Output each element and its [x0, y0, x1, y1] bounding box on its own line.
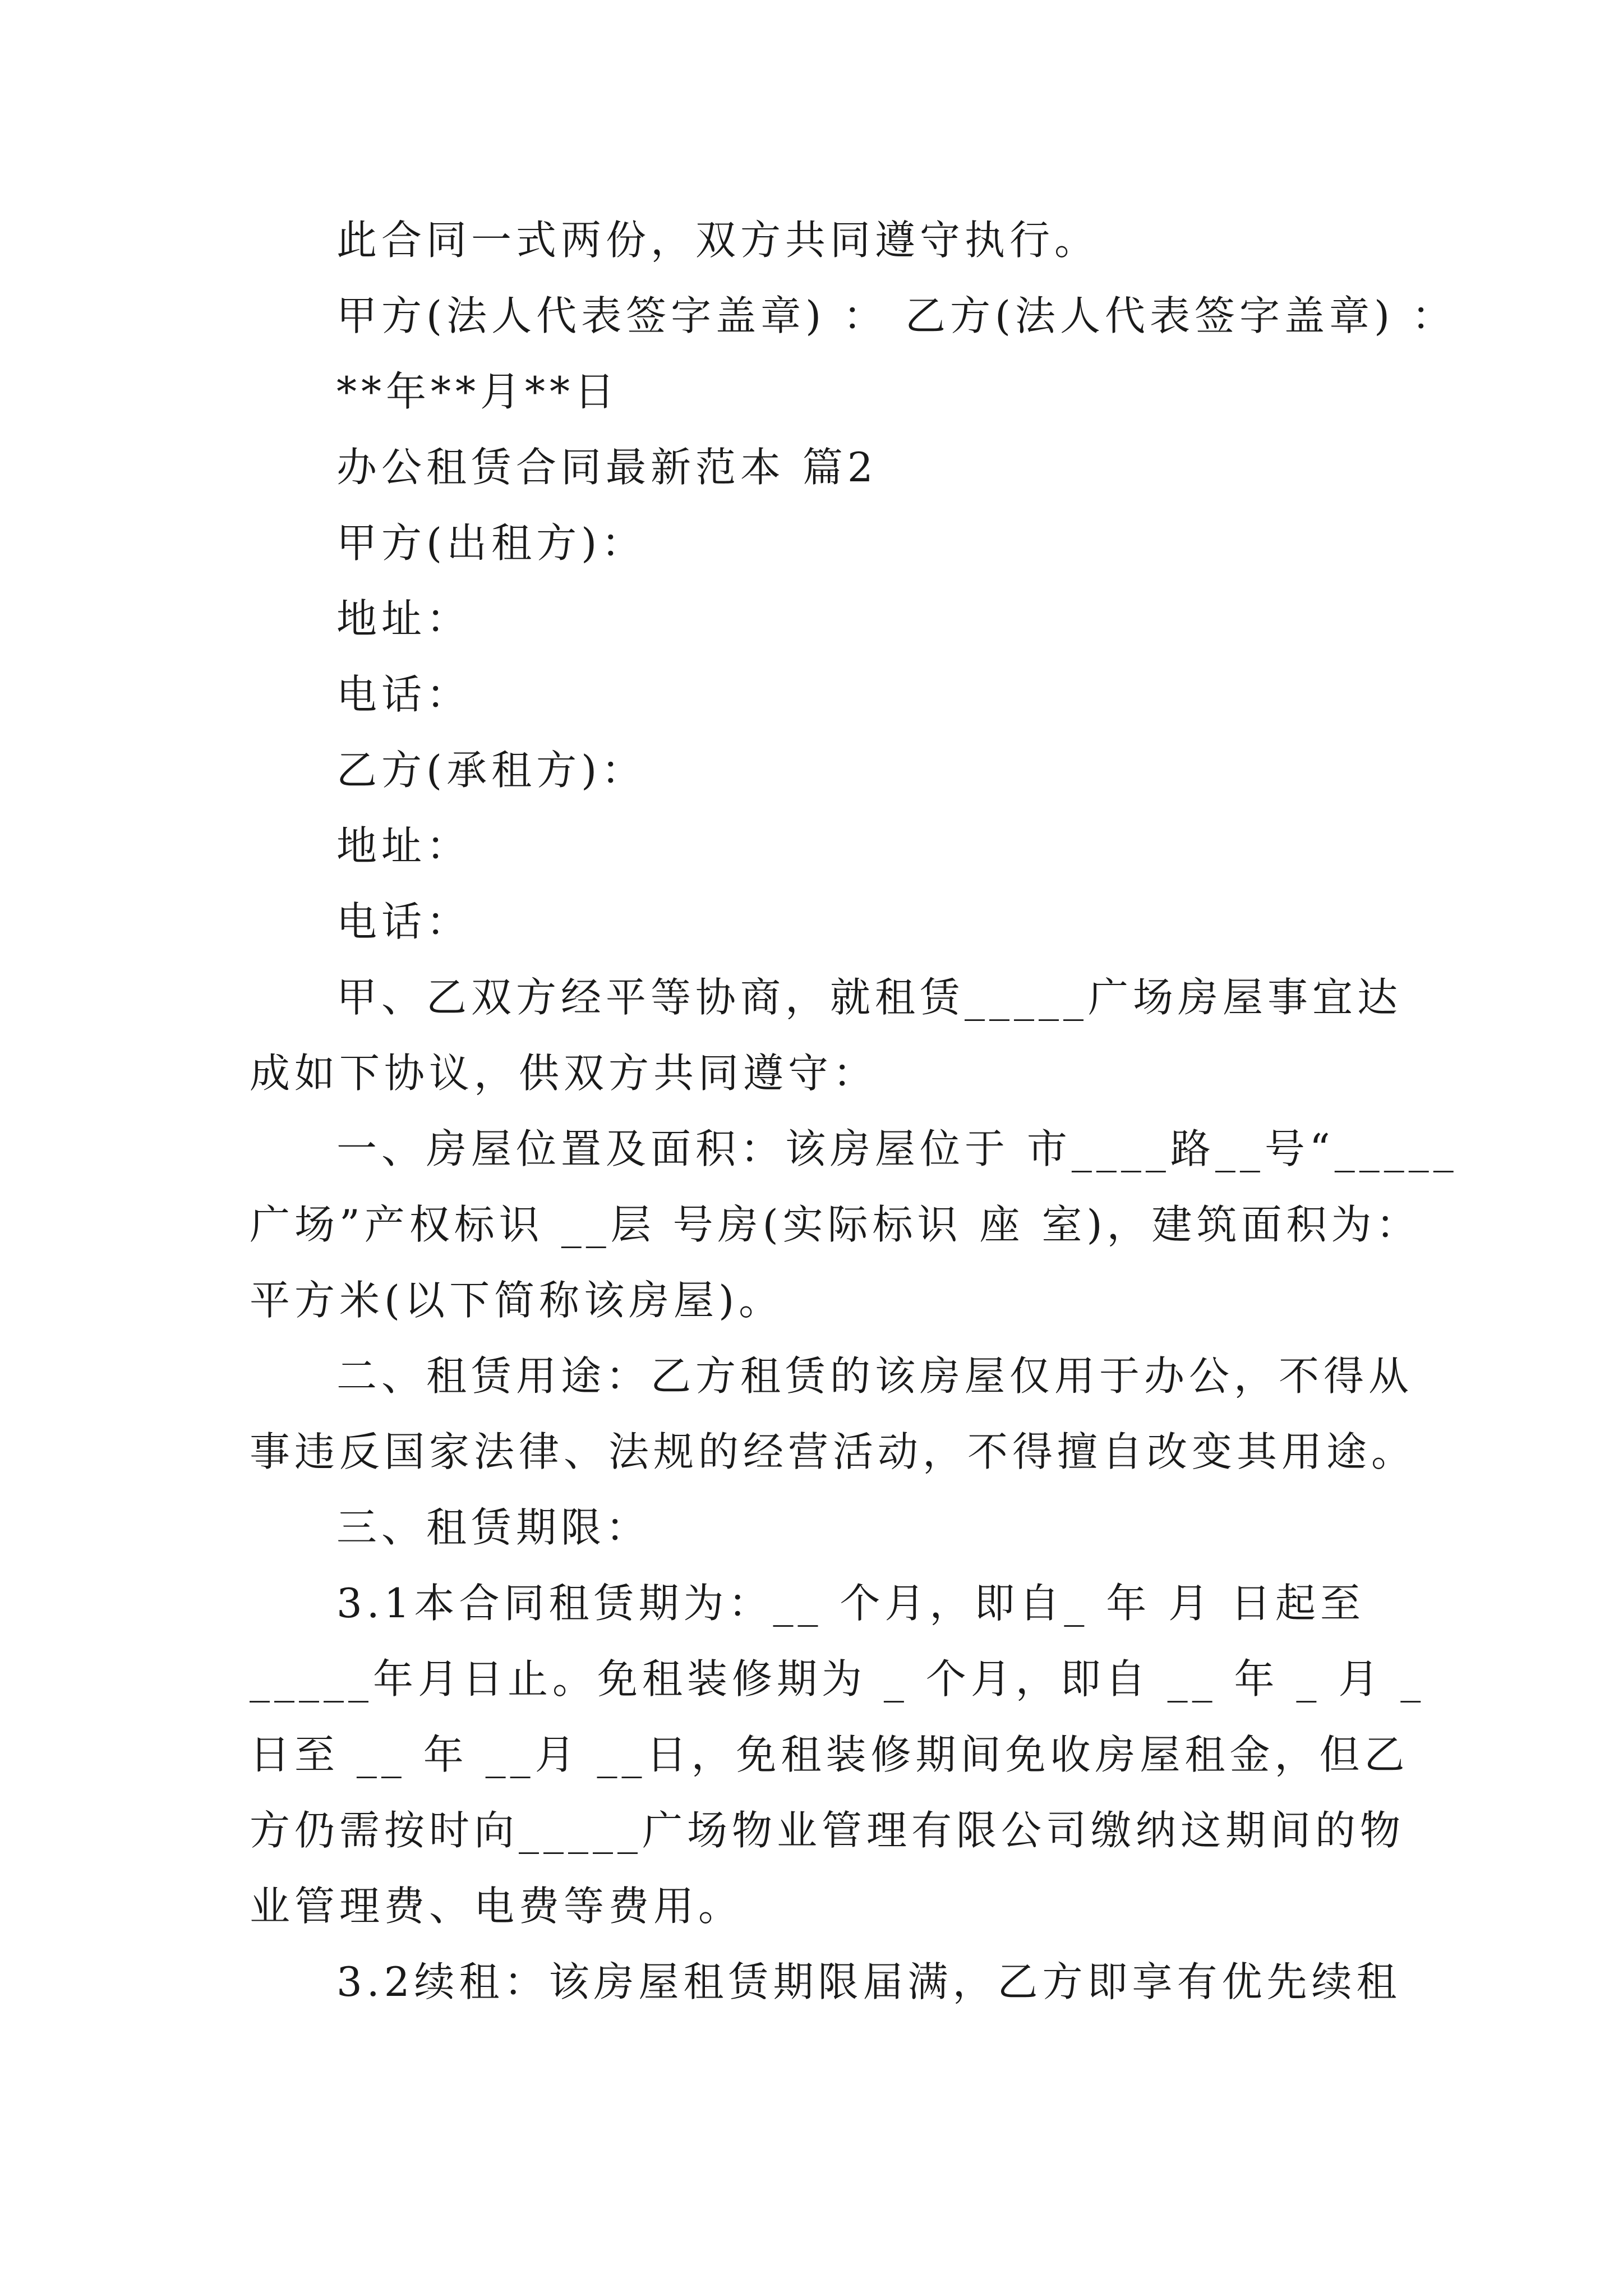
text-line-11: 甲、乙双方经平等协商，就租赁_____广场房屋事宜达 [336, 974, 1403, 1021]
text-line-18: 三、租赁期限： [336, 1504, 651, 1551]
text-line-1: 此合同一式两份，双方共同遵守执行。 [336, 217, 1100, 264]
section-heading: 办公租赁合同最新范本 篇2 [336, 444, 878, 491]
text-line-17: 事违反国家法律、法规的经营活动，不得擅自改变其用途。 [250, 1428, 1417, 1475]
text-line-10: 电话： [336, 898, 472, 945]
text-line-15: 平方米(以下简称该房屋)。 [250, 1277, 784, 1324]
text-line-23: 业管理费、电费等费用。 [250, 1883, 744, 1930]
text-line-22: 方仍需按时向_____广场物业管理有限公司缴纳这期间的物 [250, 1807, 1405, 1854]
text-line-2: 甲方(法人代表签字盖章) ： 乙方(法人代表签字盖章) ： [336, 292, 1457, 339]
text-line-13: 一、房屋位置及面积：该房屋位于 市____路__号“_____ [336, 1125, 1458, 1172]
text-line-14: 广场”产权标识 __层 号房(实际标识 座 室)，建筑面积为： [250, 1201, 1421, 1248]
text-line-9: 地址： [336, 822, 472, 869]
text-line-5: 甲方(出租方)： [336, 519, 647, 567]
text-line-20: _____年月日止。免租装修期为 _ 个月，即自 __ 年 _ 月 _ [250, 1655, 1426, 1703]
text-line-24: 3.2续租：该房屋租赁期限届满，乙方即享有优先续租 [336, 1958, 1401, 2005]
text-line-3: **年**月**日 [336, 368, 620, 415]
text-line-19: 3.1本合同租赁期为：__ 个月，即自_ 年 月 日起至 [336, 1580, 1366, 1627]
text-line-12: 成如下协议，供双方共同遵守： [250, 1050, 878, 1097]
text-line-8: 乙方(承租方)： [336, 747, 647, 794]
text-line-16: 二、租赁用途：乙方租赁的该房屋仅用于办公，不得从 [336, 1352, 1414, 1400]
text-line-21: 日至 __ 年 __月 __日，免租装修期间免收房屋租金，但乙 [250, 1731, 1409, 1778]
text-line-7: 电话： [336, 671, 472, 718]
text-line-6: 地址： [336, 595, 472, 642]
